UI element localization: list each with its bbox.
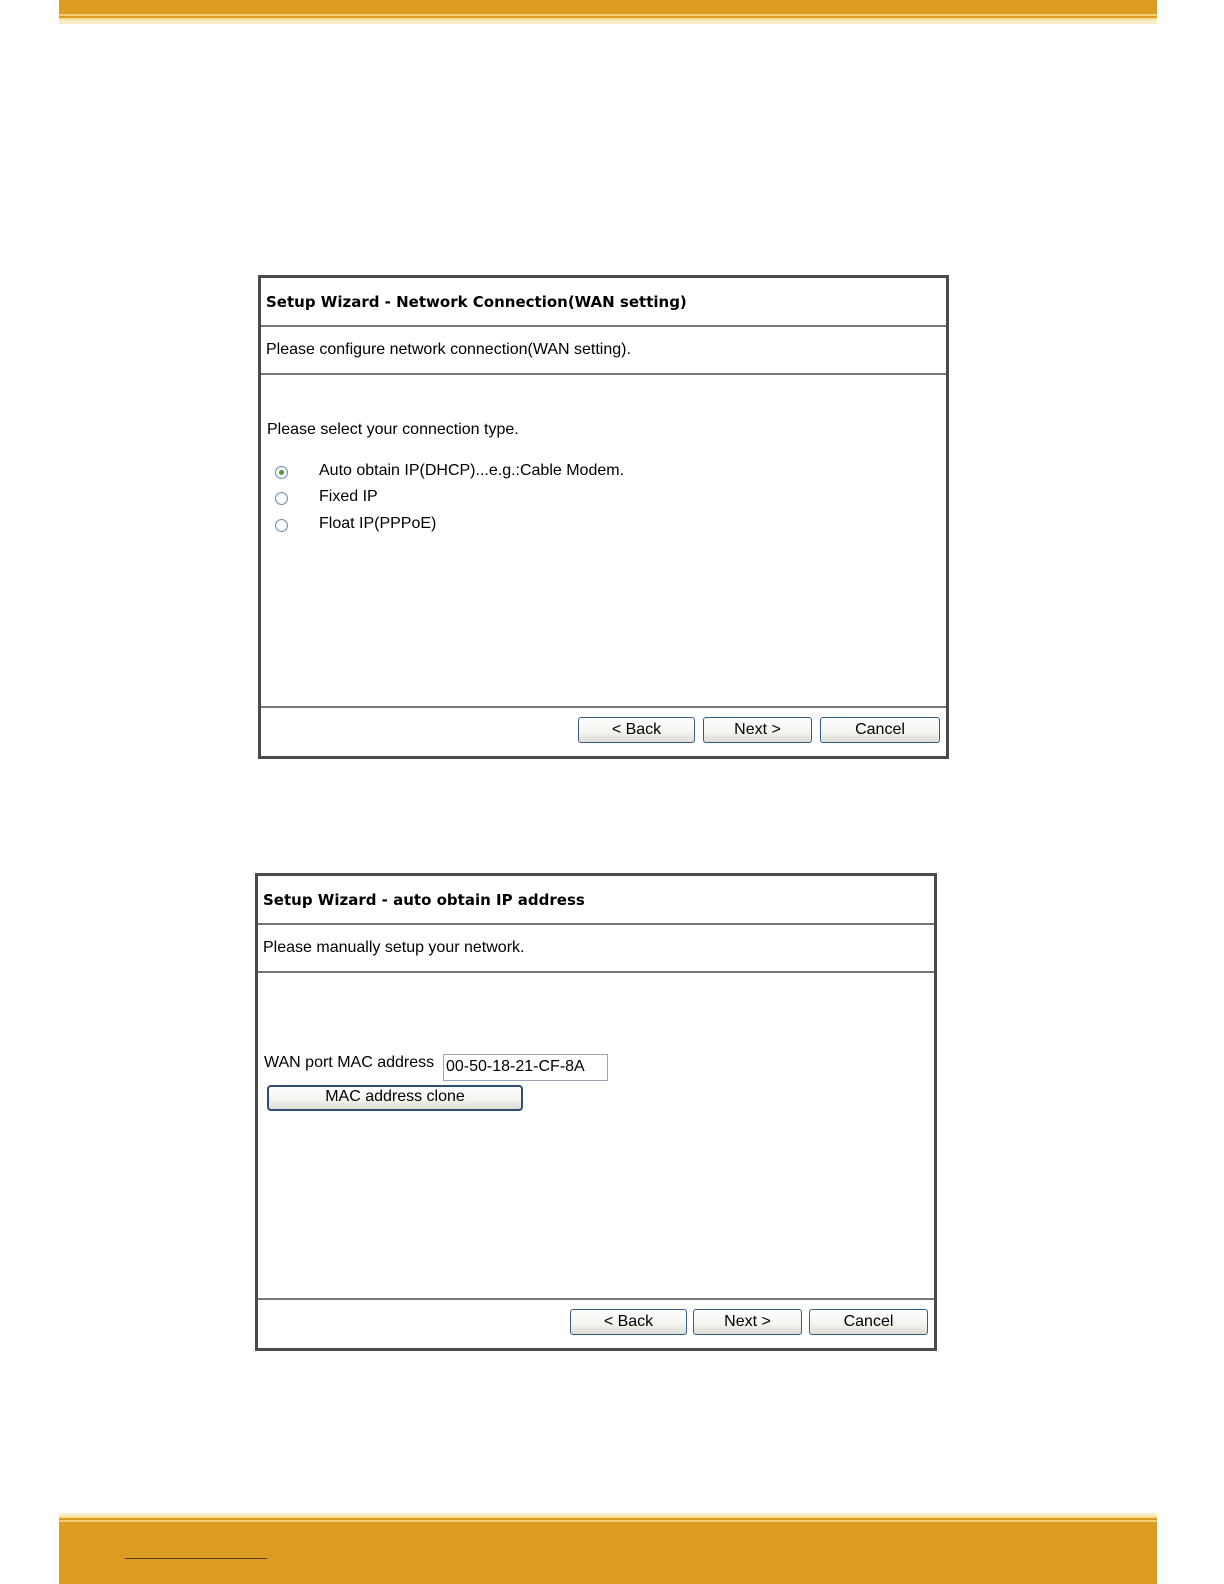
- panel-title: Setup Wizard - Network Connection(WAN setting): [266, 293, 687, 311]
- radio-fixed-ip[interactable]: [275, 492, 288, 505]
- panel-title: Setup Wizard - auto obtain IP address: [263, 891, 585, 909]
- back-button[interactable]: < Back: [570, 1309, 687, 1335]
- option-label-fixed-ip: Fixed IP: [319, 488, 378, 505]
- bottom-decorative-band: [59, 1513, 1157, 1584]
- radio-pppoe[interactable]: [275, 519, 288, 532]
- mac-address-field[interactable]: 00-50-18-21-CF-8A: [443, 1054, 608, 1081]
- top-decorative-band: [59, 0, 1157, 24]
- panel-description-row: [258, 925, 934, 973]
- wan-setting-panel: [258, 275, 949, 759]
- next-button[interactable]: Next >: [703, 717, 812, 743]
- cancel-button[interactable]: Cancel: [809, 1309, 928, 1335]
- panel-title-row: [258, 876, 934, 925]
- option-label-pppoe: Float IP(PPPoE): [319, 515, 437, 532]
- panel-footer: [261, 706, 946, 756]
- panel-description: Please configure network connection(WAN setting).: [266, 341, 631, 358]
- mac-address-clone-button[interactable]: MAC address clone: [267, 1085, 523, 1111]
- back-button[interactable]: < Back: [578, 717, 695, 743]
- panel-footer: [258, 1298, 934, 1348]
- next-button[interactable]: Next >: [693, 1309, 802, 1335]
- connection-type-prompt: Please select your connection type.: [267, 421, 519, 438]
- footer-rule: [125, 1558, 267, 1559]
- panel-description-row: [261, 327, 946, 375]
- radio-dhcp[interactable]: [275, 466, 288, 479]
- cancel-button[interactable]: Cancel: [820, 717, 940, 743]
- option-label-dhcp: Auto obtain IP(DHCP)...e.g.:Cable Modem.: [319, 462, 625, 479]
- auto-obtain-ip-panel: [255, 873, 937, 1351]
- panel-description: Please manually setup your network.: [263, 939, 525, 956]
- mac-address-label: WAN port MAC address: [264, 1054, 435, 1071]
- radio-selected-dot: [279, 470, 284, 475]
- panel-title-row: [261, 278, 946, 327]
